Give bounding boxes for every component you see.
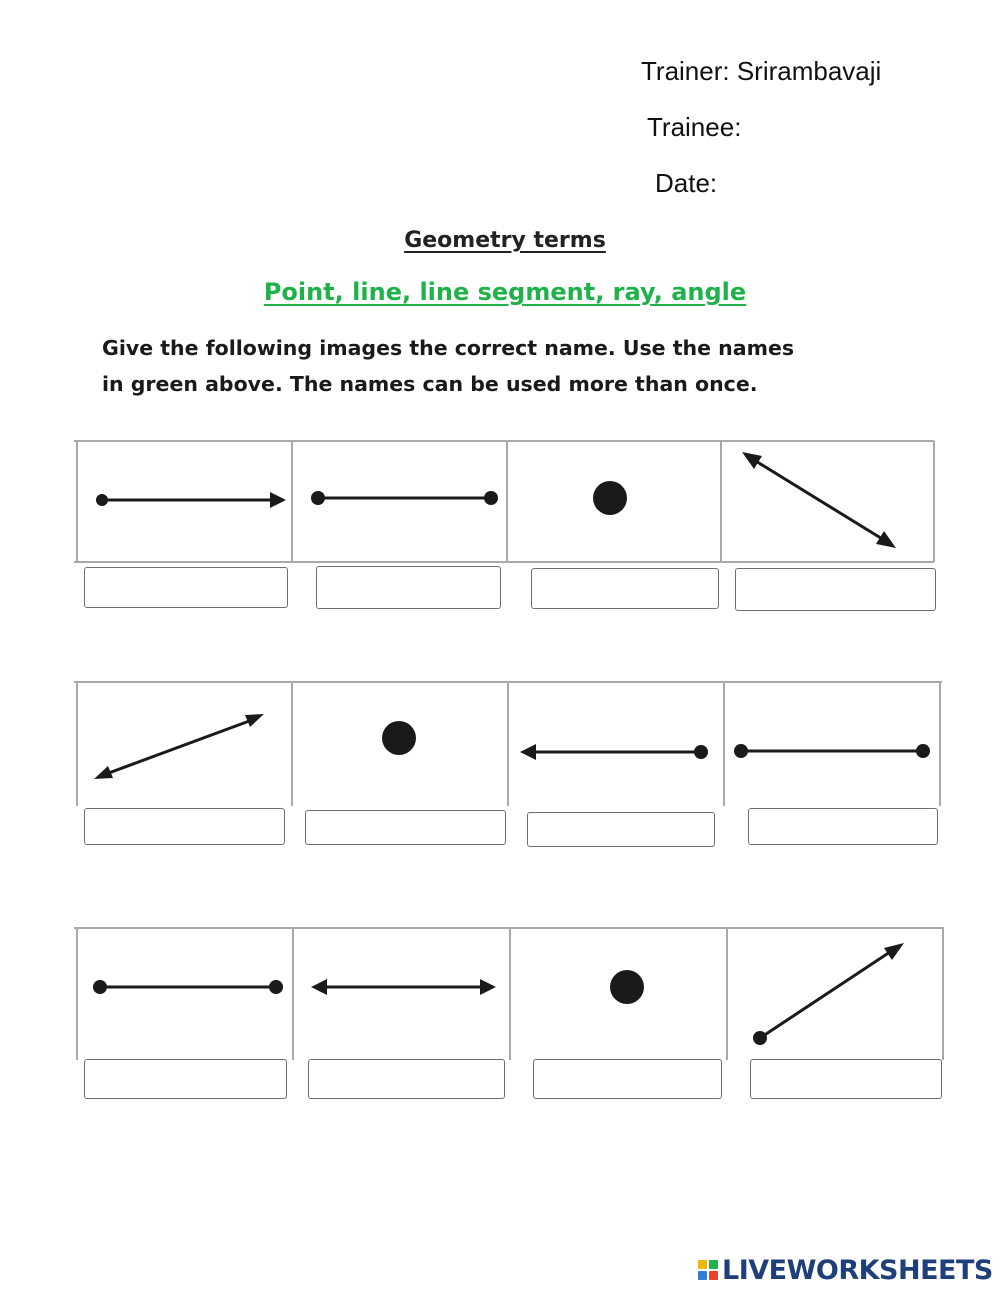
- instructions: [102, 330, 932, 402]
- answer-box-r2c2[interactable]: [305, 810, 506, 845]
- answer-box-r3c4[interactable]: [750, 1059, 942, 1099]
- ray-figure: [520, 744, 708, 760]
- answer-box-r3c3[interactable]: [533, 1059, 722, 1099]
- point-figure: [593, 481, 627, 515]
- figure-row-2: [74, 672, 946, 812]
- logo-text: LIVEWORKSHEETS: [722, 1254, 993, 1286]
- ray-figure: [96, 492, 286, 508]
- liveworksheets-logo[interactable]: [698, 1252, 993, 1288]
- answer-box-r1c1[interactable]: [84, 567, 288, 608]
- line-figure: [742, 452, 896, 548]
- line-segment-figure: [311, 491, 498, 505]
- worksheet-title: Geometry terms: [404, 228, 606, 253]
- instructions-line-1: Give the following images the correct name. Use the names: [102, 336, 795, 360]
- figure-row-1: [74, 438, 938, 568]
- line-segment-figure: [93, 980, 283, 994]
- trainee-label: Trainee:: [647, 112, 742, 142]
- answer-box-r2c1[interactable]: [84, 808, 285, 845]
- answer-box-r1c2[interactable]: [316, 566, 501, 609]
- answer-box-r3c2[interactable]: [308, 1059, 505, 1099]
- answer-box-r1c4[interactable]: [735, 568, 936, 611]
- answer-box-r2c3[interactable]: [527, 812, 715, 847]
- answer-box-r2c4[interactable]: [748, 808, 938, 845]
- point-figure: [382, 721, 416, 755]
- point-figure: [610, 970, 644, 1004]
- liveworksheets-logo-icon: [698, 1260, 718, 1280]
- geometry-terms-list: Point, line, line segment, ray, angle: [263, 278, 747, 306]
- line-figure: [94, 714, 264, 779]
- figure-row-3: [74, 924, 946, 1064]
- line-figure: [311, 979, 496, 995]
- answer-box-r1c3[interactable]: [531, 568, 719, 609]
- ray-figure: [753, 943, 904, 1045]
- answer-box-r3c1[interactable]: [84, 1059, 287, 1099]
- date-label: Date:: [655, 168, 718, 198]
- line-segment-figure: [734, 744, 930, 758]
- instructions-line-2: in green above. The names can be used more than once.: [102, 372, 758, 396]
- trainer-label: Trainer: Srirambavaji: [641, 56, 882, 86]
